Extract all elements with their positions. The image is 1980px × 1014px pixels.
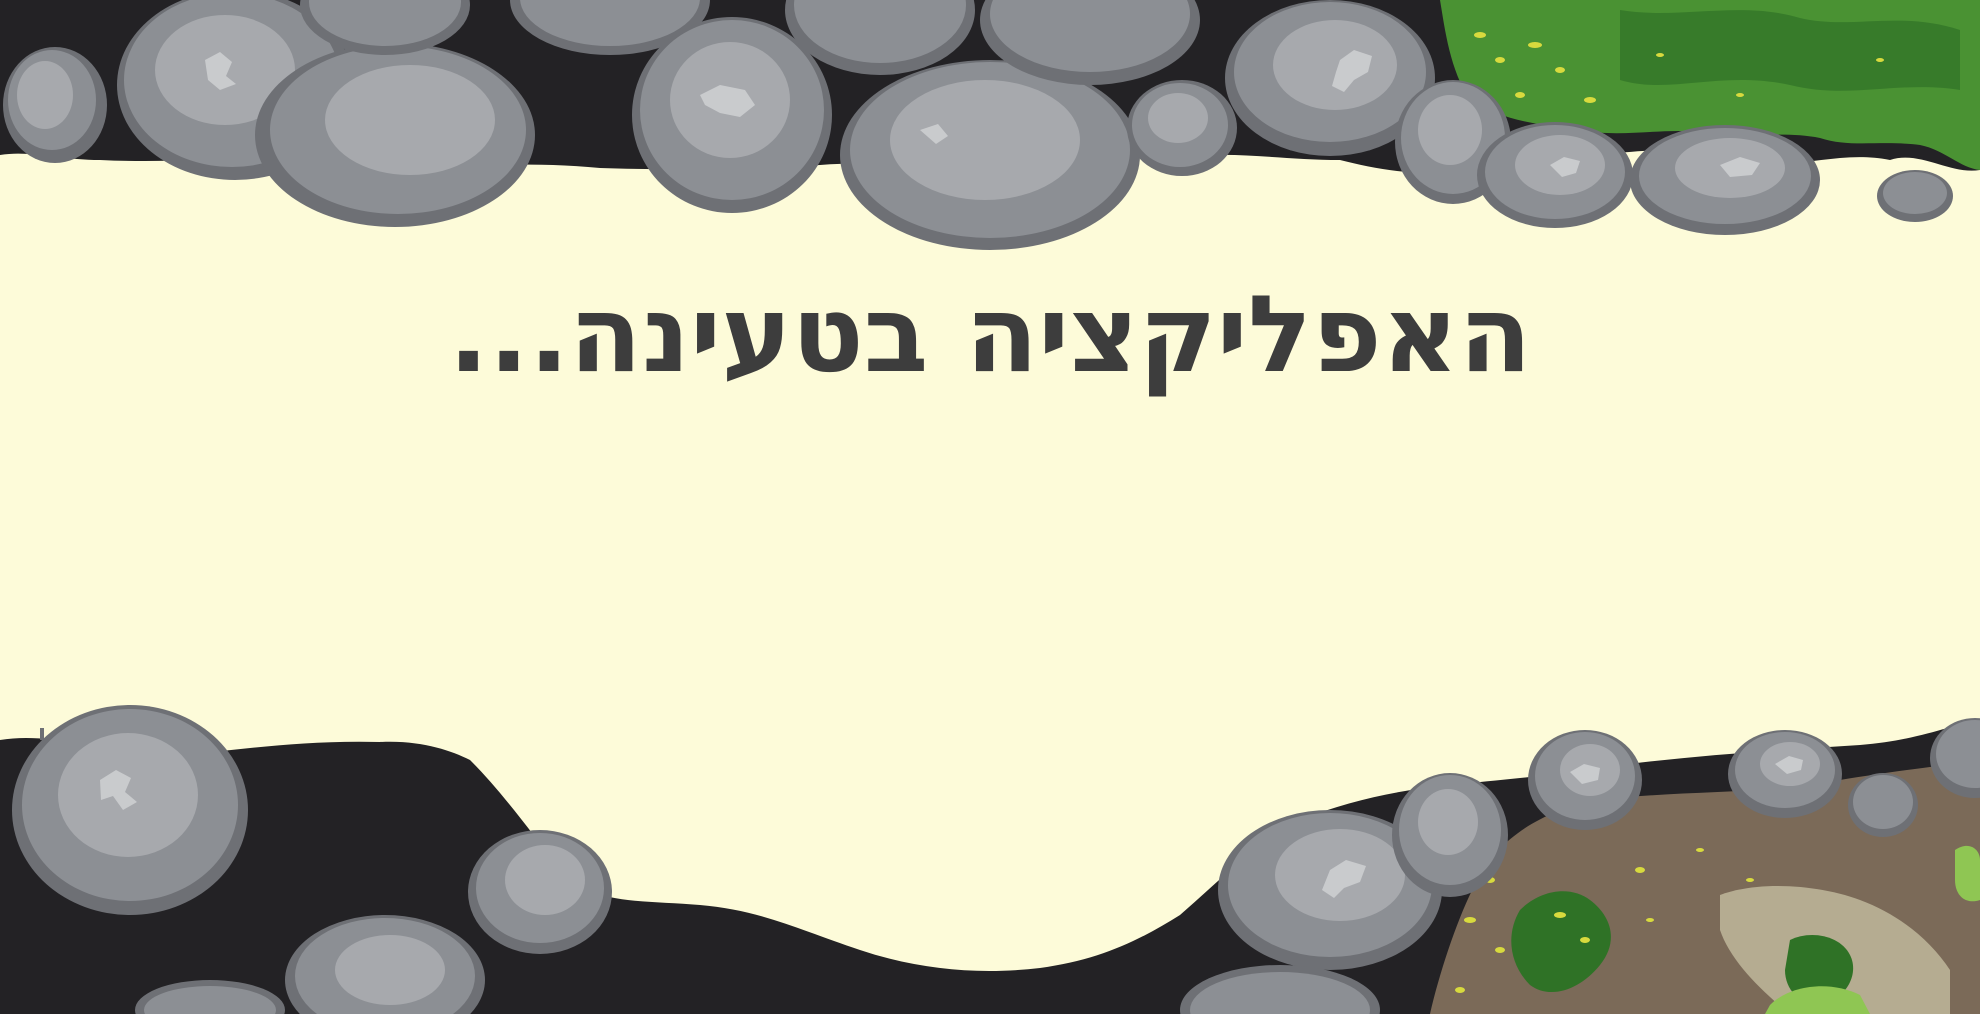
loading-message: האפליקציה בטעינה... bbox=[448, 273, 1532, 396]
bottom-rock-border bbox=[0, 700, 1980, 1014]
top-rock-border bbox=[0, 0, 1980, 250]
